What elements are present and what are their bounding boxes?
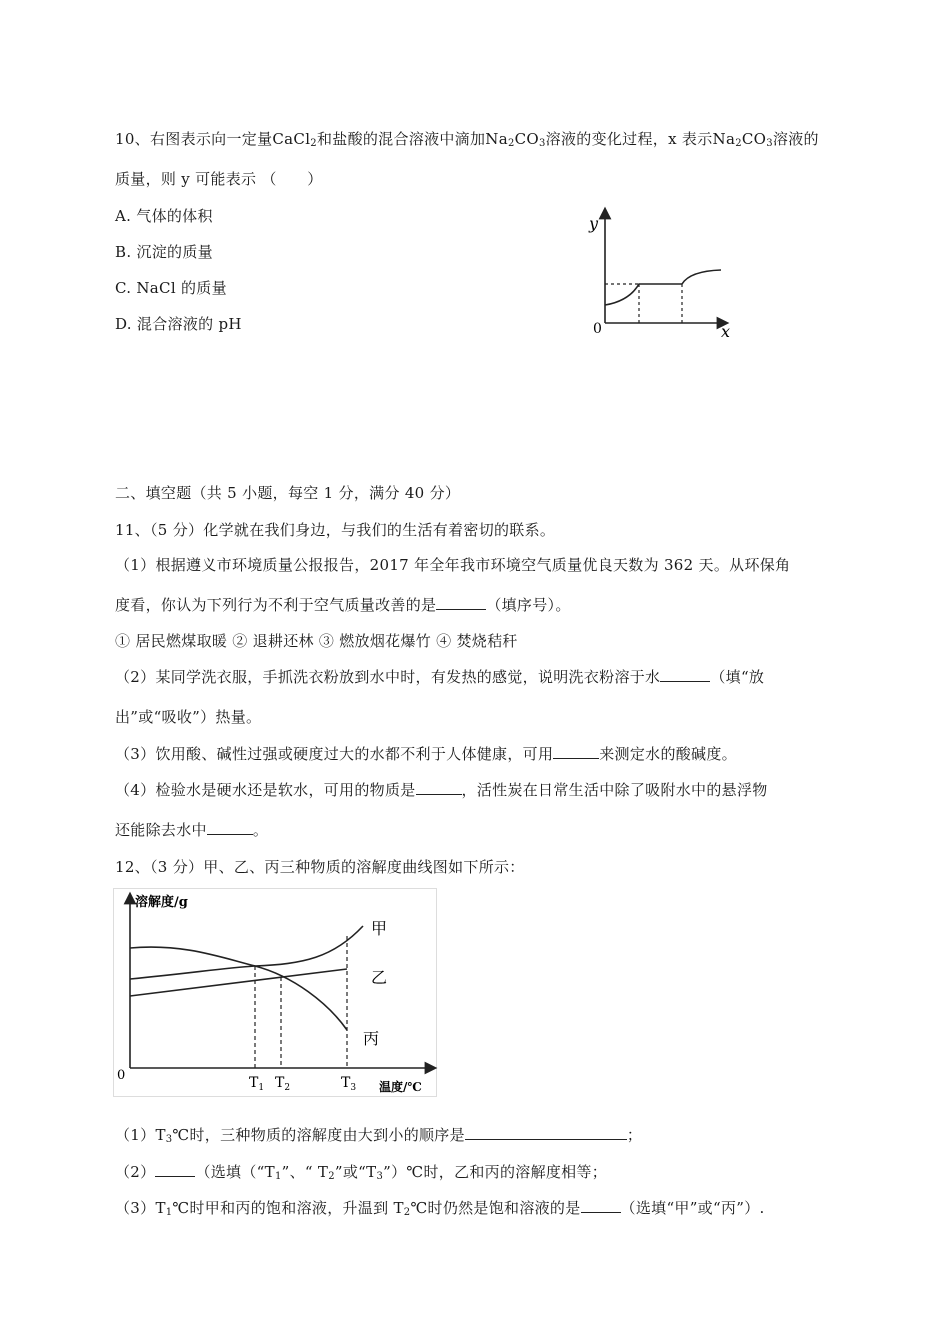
answer-blank[interactable]	[155, 1162, 195, 1177]
q12-sub1	[115, 1124, 642, 1145]
q12-sub2	[115, 1161, 607, 1182]
answer-blank[interactable]	[416, 780, 462, 795]
q10-option-a: A. 气体的体积	[115, 207, 213, 225]
subscript: 1	[274, 1171, 282, 1182]
q11-p3	[115, 743, 737, 764]
q11-p4-text: 还能除去水中	[115, 821, 207, 839]
q12-sub3	[115, 1197, 765, 1218]
cacl-formula: CaCl	[272, 130, 311, 148]
answer-blank[interactable]	[436, 595, 486, 610]
tick-t2: $T_2$	[275, 1075, 291, 1093]
solubility-chart	[113, 888, 438, 1098]
chart-origin: 0	[117, 1068, 126, 1083]
q10-x-label: x	[721, 322, 731, 341]
q10-graph	[585, 205, 745, 345]
q10-stem-text: 和盐酸的混合溶液中滴加	[316, 130, 486, 148]
cacl-subscript: 2	[310, 138, 317, 149]
co3-formula: CO	[741, 130, 767, 148]
q12-s2-text: （选填（“T	[195, 1163, 275, 1181]
q12-s3-text: ℃时甲和丙的饱和溶液，升温到 T	[172, 1199, 404, 1217]
q10-origin: 0	[593, 321, 602, 337]
series-label-bing: 丙	[363, 1029, 380, 1048]
q12-title: 12、（3 分）甲、乙、丙三种物质的溶解度曲线图如下所示：	[115, 858, 525, 876]
q10-option-c: C. NaCl 的质量	[115, 279, 227, 297]
q12-s1-text: （1）T	[115, 1126, 166, 1144]
series-label-yi: 乙	[371, 968, 388, 987]
q11-p2-text: （填“放	[710, 668, 765, 686]
q12-s1-text: ℃时，三种物质的溶解度由大到小的顺序是	[172, 1126, 465, 1144]
subscript: 3	[376, 1171, 384, 1182]
q10-option-b: B. 沉淀的质量	[115, 243, 213, 261]
q11-p3-text: 来测定水的酸碱度。	[599, 745, 737, 763]
co-subscript: 3	[766, 138, 773, 149]
na2co3-formula: Na	[712, 130, 736, 148]
q11-p1-text: 度看，你认为下列行为不利于空气质量改善的是	[115, 596, 437, 614]
q11-p4-text: 。	[252, 821, 269, 839]
section-heading: 二、填空题（共 5 小题，每空 1 分，满分 40 分）	[115, 484, 461, 502]
q10-curve	[605, 270, 721, 305]
q11-p1-line1: （1）根据遵义市环境质量公报报告，2017 年全年我市环境空气质量优良天数为 362 天。从环保角	[115, 556, 791, 574]
chart-y-label: 溶解度/g	[135, 895, 188, 910]
q11-p4-line2	[115, 819, 268, 840]
chart-x-label: 温度/℃	[379, 1080, 422, 1094]
q11-p1-text: （填序号）。	[486, 596, 571, 614]
q11-choices: ① 居民燃煤取暖 ② 退耕还林 ③ 燃放烟花爆竹 ④ 焚烧秸秆	[115, 632, 518, 650]
q12-s3-text: （3）T	[115, 1199, 166, 1217]
q12-s2-text: ”、“ T	[281, 1163, 329, 1181]
q11-p4-text: （4）检验水是硬水还是软水，可用的物质是	[115, 781, 416, 799]
q10-stem-text: 溶液的	[772, 130, 819, 148]
q11-p2-text: （2）某同学洗衣服，手抓洗衣粉放到水中时，有发热的感觉，说明洗衣粉溶于水	[115, 668, 661, 686]
subscript: 2	[328, 1171, 335, 1182]
q11-p3-text: （3）饮用酸、碱性过强或硬度过大的水都不利于人体健康，可用	[115, 745, 554, 763]
q12-s1-text: ；	[626, 1126, 643, 1144]
answer-blank[interactable]	[553, 744, 599, 759]
subscript: 1	[165, 1207, 173, 1218]
q12-s3-text: （选填“甲”或“丙”）.	[620, 1199, 765, 1217]
q10-option-d: D. 混合溶液的 pH	[115, 315, 242, 333]
q10-stem-line1	[115, 128, 819, 149]
tick-t1: $T_1$	[249, 1075, 265, 1093]
subscript: 3	[165, 1134, 173, 1145]
answer-blank[interactable]	[465, 1125, 627, 1140]
q11-title: 11、（5 分）化学就在我们身边，与我们的生活有着密切的联系。	[115, 521, 556, 539]
co3-formula: CO	[514, 130, 539, 148]
q12-s2-text: ”或“T	[334, 1163, 377, 1181]
answer-blank[interactable]	[581, 1198, 621, 1213]
q11-p2-line1	[115, 666, 764, 687]
tick-t3: $T_3$	[341, 1075, 357, 1093]
q11-p2-line2: 出”或“吸收”）热量。	[115, 708, 262, 726]
answer-blank[interactable]	[207, 820, 253, 835]
q10-y-label: y	[589, 214, 599, 233]
series-label-jia: 甲	[371, 919, 388, 938]
q12-s3-text: ℃时仍然是饱和溶液的是	[410, 1199, 581, 1217]
subscript: 2	[403, 1207, 411, 1218]
q12-s2-text: （2）	[115, 1163, 156, 1181]
q11-p4-text: ，活性炭在日常生活中除了吸附水中的悬浮物	[461, 781, 768, 799]
q10-stem-text: 溶液的变化过程，x 表示	[545, 130, 713, 148]
q11-p4-line1	[115, 779, 768, 800]
co-subscript: 3	[539, 138, 546, 149]
q12-s2-text: ”）℃时，乙和丙的溶解度相等；	[383, 1163, 608, 1181]
na-subscript: 2	[735, 138, 742, 149]
q10-stem-text: 10、右图表示向一定量	[115, 130, 273, 148]
answer-blank[interactable]	[660, 667, 710, 682]
na2co3-formula: Na	[485, 130, 508, 148]
q11-p1-line2	[115, 594, 571, 615]
q10-stem-line2: 质量，则 y 可能表示 （ ）	[115, 170, 323, 188]
na-subscript: 2	[507, 138, 515, 149]
